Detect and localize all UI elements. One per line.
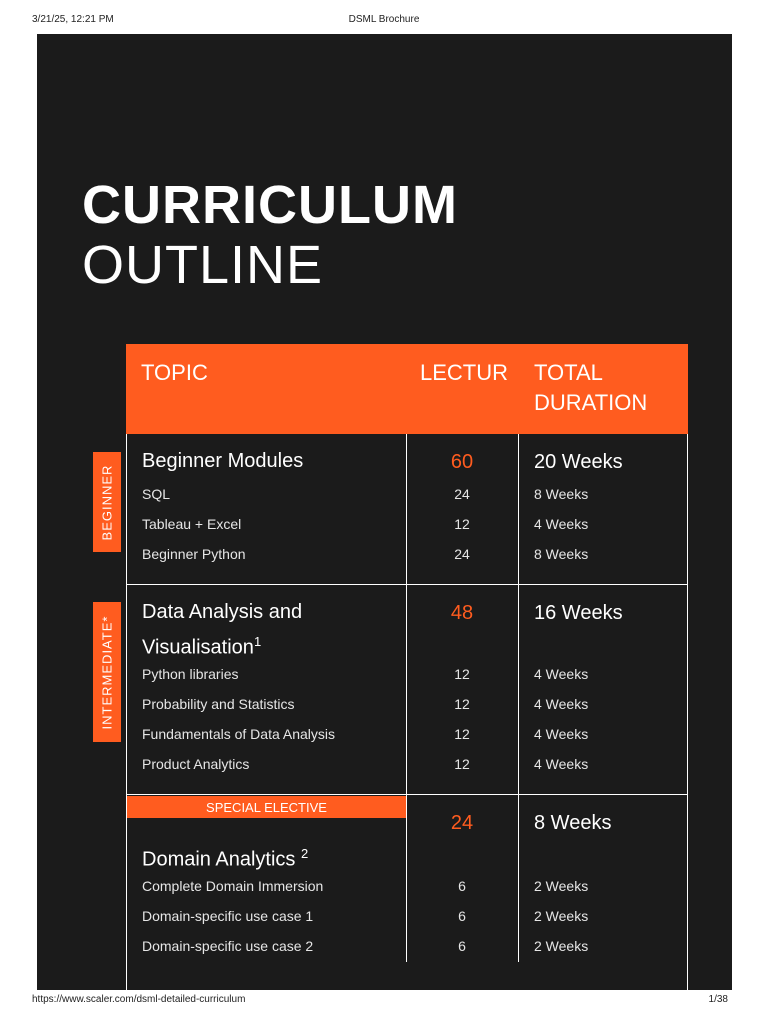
- list-item-lectures: 6: [458, 878, 466, 894]
- header-topic: TOPIC: [141, 360, 208, 385]
- table-border-right: [687, 434, 688, 990]
- module-duration-domain-analytics: 8 Weeks: [534, 812, 612, 834]
- list-item-lectures: 12: [454, 666, 470, 682]
- module-duration-data-analysis: 16 Weeks: [534, 602, 623, 624]
- module-lectures-data-analysis: 48: [450, 602, 474, 624]
- list-item-topic: SQL: [142, 486, 171, 502]
- brochure-page: [37, 34, 732, 990]
- header-duration-line1: TOTAL: [534, 360, 603, 385]
- print-page-number: 1/38: [708, 994, 728, 1005]
- list-item-topic: Domain-specific use case 1: [142, 908, 314, 924]
- list-item-topic: Beginner Python: [142, 546, 246, 562]
- list-item-lectures: 24: [454, 486, 470, 502]
- footnote-marker: 2: [300, 846, 309, 861]
- list-item-duration: 4 Weeks: [534, 696, 589, 712]
- table-row-divider: [126, 794, 688, 795]
- list-item-topic: Domain-specific use case 2: [142, 938, 314, 954]
- list-item-topic: Complete Domain Immersion: [142, 878, 324, 894]
- list-item-duration: 4 Weeks: [534, 666, 589, 682]
- module-title-line2: Visualisation$^1$: [142, 634, 262, 659]
- list-item-topic: Product Analytics: [142, 756, 250, 772]
- header-duration-line2: DURATION: [534, 390, 648, 415]
- print-datetime: 3/21/25, 12:21 PM: [32, 14, 114, 25]
- special-elective-badge: SPECIAL ELECTIVE: [127, 796, 406, 818]
- print-header: [0, 14, 768, 34]
- header-duration: [534, 358, 684, 418]
- list-item-duration: 8 Weeks: [534, 546, 589, 562]
- list-item-duration: 2 Weeks: [534, 878, 589, 894]
- beginner-tag: BEGINNER: [93, 452, 121, 552]
- list-item-lectures: 12: [454, 756, 470, 772]
- list-item-topic: Tableau + Excel: [142, 516, 242, 532]
- print-footer: [0, 994, 768, 1014]
- list-item-lectures: 6: [458, 908, 466, 924]
- header-lectures: LECTUR: [420, 360, 509, 385]
- module-title-line1: Data Analysis and: [142, 601, 303, 623]
- module-lectures-beginner: 60: [450, 451, 474, 473]
- footnote-marker: 1: [253, 634, 262, 649]
- list-item-lectures: 12: [454, 516, 470, 532]
- module-duration-beginner: 20 Weeks: [534, 451, 623, 473]
- list-item-duration: 8 Weeks: [534, 486, 589, 502]
- list-item-duration: 4 Weeks: [534, 726, 589, 742]
- print-url-link[interactable]: https://www.scaler.com/dsml-detailed-curriculum: [32, 994, 246, 1005]
- list-item-duration: 2 Weeks: [534, 908, 589, 924]
- module-title-beginner: Beginner Modules: [142, 450, 304, 472]
- list-item-topic: Python libraries: [142, 666, 239, 682]
- module-lectures-domain-analytics: 24: [450, 812, 474, 834]
- module-title-data-analysis: [142, 598, 302, 663]
- list-item-duration: 4 Weeks: [534, 756, 589, 772]
- list-item-duration: 2 Weeks: [534, 938, 589, 954]
- table-header: [126, 344, 688, 434]
- table-border-left: [126, 434, 127, 990]
- page-title-light: OUTLINE: [82, 235, 324, 295]
- print-title: DSML Brochure: [348, 14, 420, 25]
- list-item-lectures: 12: [454, 726, 470, 742]
- intermediate-tag: INTERMEDIATE*: [93, 602, 121, 742]
- page-title-bold: CURRICULUM: [82, 175, 458, 235]
- list-item-topic: Probability and Statistics: [142, 696, 295, 712]
- list-item-lectures: 12: [454, 696, 470, 712]
- list-item-topic: Fundamentals of Data Analysis: [142, 726, 335, 742]
- table-divider-duration: [518, 434, 519, 962]
- module-title-domain-analytics: Domain Analytics $^2$: [142, 846, 309, 871]
- list-item-lectures: 24: [454, 546, 470, 562]
- list-item-duration: 4 Weeks: [534, 516, 589, 532]
- list-item-lectures: 6: [458, 938, 466, 954]
- table-row-divider: [126, 584, 688, 585]
